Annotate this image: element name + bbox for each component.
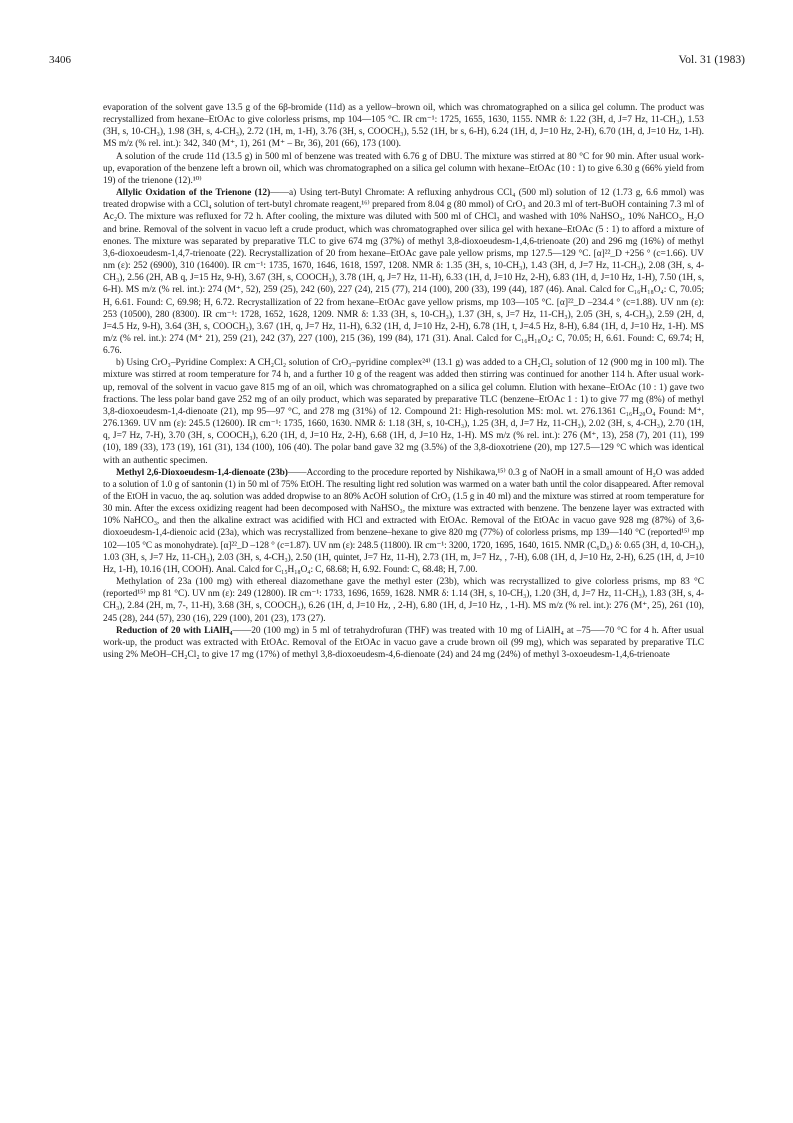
paragraph-dbu-treatment: A solution of the crude 11d (13.5 g) in 500 ml of benzene was treated with 6.76 g of DBU. The mixture was stirred at 80 °C for 90 min. After usual work-up, evaporation of the benzene left a brown oil, which was chromatographed on a silica gel column with hexane–EtOAc (10 : 1) to give 6.30 g (66% yield from 19) of the trienone (12).¹⁰⁾	[103, 151, 704, 186]
article-body	[103, 102, 704, 661]
paragraph-allylic-oxidation	[103, 187, 704, 357]
paragraph-lialh4-reduction-text: ——20 (100 mg) in 5 ml of tetrahydrofuran (THF) was treated with 10 mg of LiAlH₄ at –75—–70 °C for 4 h. After usual work-up, the product was extracted with EtOAc. Removal of the EtOAc in vacuo gave a crude brown oil (99 mg), which was separated by preparative TLC using 2% MeOH–CH₂Cl₂ to give 17 mg (17%) of methyl 3,8-dioxoeudesm-4,6-dienoate (24) and 24 mg (24%) of methyl 3-oxoeudesm-1,4,6-trienoate	[103, 625, 705, 661]
running-head	[49, 54, 745, 70]
section-heading-lialh4-reduction: Reduction of 20 with LiAlH₄	[116, 625, 233, 636]
volume-label: Vol. 31 (1983)	[678, 54, 745, 66]
paragraph-lialh4-reduction	[103, 625, 704, 661]
paragraph-bromide-product: evaporation of the solvent gave 13.5 g of the 6β-bromide (11d) as a yellow–brown oil, which was chromatographed on a silica gel column. The product was recrystallized from hexane–EtOAc to give colorless prisms, mp 104—105 °C. IR cm⁻¹: 1725, 1655, 1630, 1155. NMR δ: 1.22 (3H, d, J=7 Hz, 11-CH₃), 1.53 (3H, s, 10-CH₃), 1.98 (3H, s, 4-CH₃), 2.72 (1H, m, 1-H), 3.76 (3H, s, COOCH₃), 5.52 (1H, br s, 6-H), 6.24 (1H, d, J=10 Hz, 2-H), 6.70 (1H, d, J=10 Hz, 1-H). MS m/z (% rel. int.): 342, 340 (M⁺, 1), 261 (M⁺ – Br, 36), 201 (66), 173 (100).	[103, 103, 704, 150]
section-heading-dioxoeudesm-dienoate: Methyl 2,6-Dioxoeudesm-1,4-dienoate (23b)	[116, 467, 288, 478]
paragraph-dioxoeudesm-dienoate-text: ——According to the procedure reported by Nishikawa,¹⁵⁾ 0.3 g of NaOH in a small amount of H₂O was added to a solution of 1.0 g of santonin (1) in 50 ml of 75% EtOH. The resulting light red solution was warmed on a water bath until the color disappeared. After removal of the EtOH in vacuo, the aq. solution was added dropwise to an 80% AcOH solution of CrO₃ (1.5 g in 40 ml) and the mixture was stirred at room temperature for 30 min. After the excess oxidizing reagent had been decomposed with NaHSO₃, the mixture was extracted with benzene. The benzene layer was extracted with 10% NaHCO₃, and then the alkaline extract was acidified with HCl and extracted with EtOAc. Removal of the EtOAc in vacuo gave 928 mg (87%) of 3,6-dioxoeudesm-1,4-dienoic acid (23a), which was recrystallized from benzene–hexane to give 820 mg (77%) of colorless prisms, mp 139—140 °C (reported¹⁵⁾ mp 102—105 °C as monohydrate). [α]²²_D –128 ° (c=1.87). UV nm (ε): 248.5 (11800). IR cm⁻¹: 3200, 1720, 1695, 1640, 1615. NMR (C₆D₆) δ: 0.65 (3H, d, 10-CH₃), 1.03 (3H, s, J=7 Hz, 11-CH₃), 2.03 (3H, s, 4-CH₃), 2.50 (1H, quintet, J=7 Hz, 11-H), 2.73 (1H, m, J=7 Hz, , 7-H), 6.08 (1H, d, J=10 Hz, 2-H), 6.25 (1H, d, J=10 Hz, 1-H), 10.16 (1H, COOH). Anal. Calcd for C₁₅H₁₈O₄: C, 68.68; H, 6.92. Found: C, 68.48; H, 7.00.	[103, 467, 704, 575]
paragraph-dioxoeudesm-dienoate	[103, 467, 704, 576]
page-number: 3406	[49, 54, 71, 66]
paragraph-methylation: Methylation of 23a (100 mg) with ethereal diazomethane gave the methyl ester (23b), which was recrystallized to give colorless prisms, mp 83 °C (reported¹⁵⁾ mp 81 °C). UV nm (ε): 249 (12800). IR cm⁻¹: 1733, 1696, 1659, 1628. NMR δ: 1.14 (3H, s, 10-CH₃), 1.20 (3H, d, J=7 Hz, 11-CH₃), 1.83 (3H, s, 4-CH₃), 2.84 (2H, m, 7-, 11-H), 3.68 (3H, s, COOCH₃), 6.26 (1H, d, J=10 Hz, , 2-H), 6.80 (1H, d, J=10 Hz, , 1-H). MS m/z (% rel. int.): 276 (M⁺, 25), 261 (10), 245 (28), 244 (57), 230 (16), 229 (100), 201 (23), 173 (27).	[103, 577, 704, 624]
paragraph-allylic-oxidation-text: ——a) Using tert-Butyl Chromate: A refluxing anhydrous CCl₄ (500 ml) solution of 12 (1.73 g, 6.6 mmol) was treated dropwise with a CCl₄ solution of tert-butyl chromate reagent,¹⁶⁾ prepared from 8.04 g (80 mmol) of CrO₃ and 20.3 ml of tert-BuOH containing 7.3 ml of Ac₂O. The mixture was refluxed for 72 h. After cooling, the mixture was diluted with 500 ml of CHCl₃ and washed with 10% NaHSO₃, 10% NaHCO₃, H₂O and brine. Removal of the solvent in vacuo left a crude product, which was chromatographed over silica gel with hexane–EtOAc (5 : 1) to afford a mixture of enones. The mixture was separated by preparative TLC to give 674 mg (37%) of methyl 3,8-dioxoeudesm-1,4,6-trienoate (20) and 296 mg (16%) of methyl 3,6-dioxoeudesm-1,4,7-trienoate (22). Recrystallization of 20 from hexane–EtOAc gave pale yellow prisms, mp 127.5—129 °C. [α]²²_D +256 ° (c=1.66). UV nm (ε): 252 (6900), 310 (16400). IR cm⁻¹: 1735, 1670, 1646, 1618, 1597, 1208. NMR δ: 1.35 (3H, s, 10-CH₃), 1.43 (3H, d, J=7 Hz, 11-CH₃), 2.08 (3H, s, 4-CH₃), 2.56 (2H, AB q, J=15 Hz, 9-H), 3.67 (3H, s, COOCH₃), 3.78 (1H, q, J=7 Hz, 11-H), 6.33 (1H, d, J=10 Hz, 2-H), 6.83 (1H, d, J=10 Hz, 1-H), 7.50 (1H, s, 6-H). MS m/z (% rel. int.): 274 (M⁺, 52), 259 (25), 242 (60), 227 (24), 215 (77), 214 (100), 200 (33), 199 (44), 187 (46). Anal. Calcd for C₁₆H₁₈O₄: C, 70.05; H, 6.61. Found: C, 69.98; H, 6.72. Recrystallization of 22 from hexane–EtOAc gave yellow prisms, mp 103—105 °C. [α]²²_D –234.4 ° (c=1.88). UV nm (ε): 253 (10500), 280 (8300). IR cm⁻¹: 1728, 1652, 1628, 1209. NMR δ: 1.33 (3H, s, 10-CH₃), 1.37 (3H, s, J=7 Hz, 11-CH₃), 2.05 (3H, s, 4-CH₃), 2.59 (2H, d, J=4.5 Hz, 9-H), 3.64 (3H, s, COOCH₃), 3.67 (1H, q, J=7 Hz, 11-H), 6.32 (1H, d, J=10 Hz, 2-H), 6.78 (1H, t, J=4.5 Hz, 8-H), 6.84 (1H, d, J=10 Hz, 1-H). MS m/z (% rel. int.): 274 (M⁺ 21), 259 (21), 242 (37), 227 (100), 215 (36), 199 (84), 171 (31). Anal. Calcd for C₁₆H₁₈O₄: C, 70.05; H, 6.61. Found: C, 69.74; H, 6.76.	[103, 188, 704, 357]
paragraph-cro3-pyridine: b) Using CrO₃–Pyridine Complex: A CH₂Cl₂ solution of CrO₃–pyridine complex²⁴⁾ (13.1 g) was added to a CH₂Cl₂ solution of 12 (900 mg in 100 ml). The mixture was stirred at room temperature for 74 h, and a further 10 g of the reagent was added then stirring was continued for another 114 h. After usual work-up, removal of the solvent in vacuo gave 815 mg of an oil, which was chromatographed on a silica gel column. Elution with hexane–EtOAc (10 : 1) gave two fractions. The less polar band gave 252 mg of an oily product, which was separated by preparative TLC (benzene–EtOAc 1 : 1) to give 77 mg (8%) of methyl 3,8-dioxoeudesm-1,4-dienoate (21), mp 95—97 °C, and 278 mg (31%) of 12. Compound 21: High-resolution MS: mol. wt. 276.1361 C₁₆H₂₀O₄ Found: M⁺, 276.1369. UV nm (ε): 245.5 (12600). IR cm⁻¹: 1735, 1660, 1630. NMR δ: 1.18 (3H, s, 10-CH₃), 1.25 (3H, d, J=7 Hz, 11-CH₃), 2.02 (3H, s, 4-CH₃), 2.70 (1H, q, J=7 Hz, 7-H), 3.70 (3H, s, COOCH₃), 6.20 (1H, d, J=10 Hz, 2-H), 6.68 (1H, d, J=10 Hz, 1-H). MS m/z (% rel. int.): 276 (M⁺, 13), 258 (7), 201 (11), 199 (10), 189 (33), 173 (19), 161 (31), 134 (100), 106 (40). The polar band gave 32 mg (3.5%) of the 3,8-dioxotriene (20), mp 127.5—129 °C which was identical with an authentic specimen.	[103, 358, 705, 466]
section-heading-allylic-oxidation: Allylic Oxidation of the Trienone (12)	[116, 188, 271, 199]
